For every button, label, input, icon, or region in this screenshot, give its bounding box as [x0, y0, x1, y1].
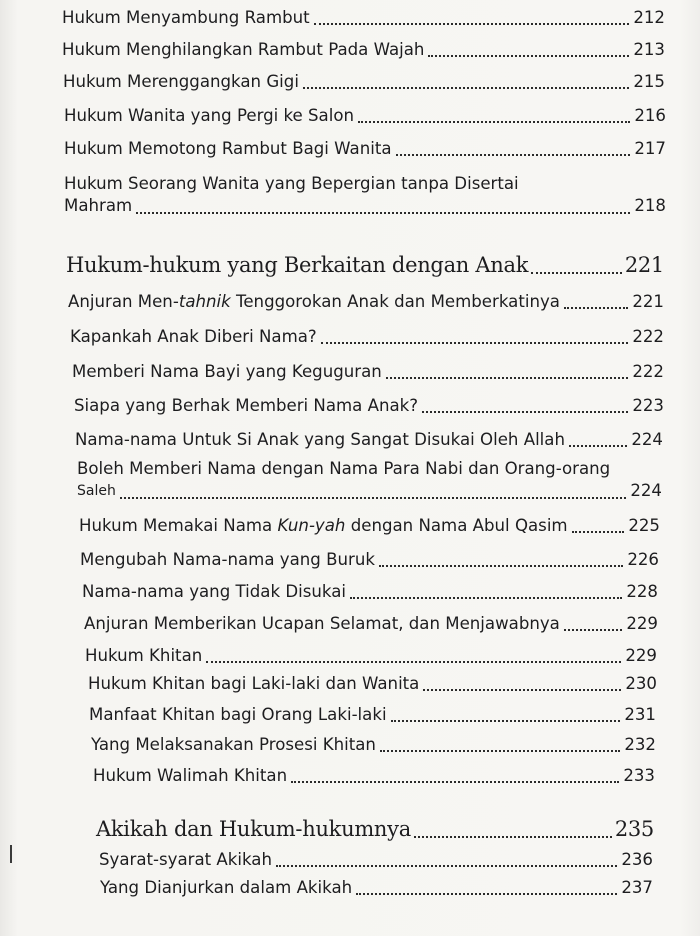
- toc-entry-title: Memberi Nama Bayi yang Keguguran: [72, 362, 382, 381]
- dot-leader: [321, 326, 629, 344]
- toc-entry-page: 216: [634, 106, 666, 125]
- toc-entry-title: Anjuran Memberikan Ucapan Selamat, dan Menjawabnya: [84, 614, 560, 633]
- toc-entry-page: 230: [625, 674, 657, 693]
- toc-entry-title: Siapa yang Berhak Memberi Nama Anak?: [74, 396, 419, 415]
- toc-entry-title: Hukum Merenggangkan Gigi: [63, 72, 299, 91]
- toc-entry: [85, 646, 657, 666]
- toc-entry-title: [68, 292, 560, 312]
- toc-entry-title-line1: Boleh Memberi Nama dengan Nama Para Nabi dan Orang-orang: [77, 459, 611, 478]
- toc-entry: [99, 850, 653, 870]
- dot-leader: [136, 196, 630, 214]
- toc-entry-page: 217: [634, 139, 666, 158]
- toc-entry-page: 215: [633, 72, 665, 91]
- toc-entry-page: 212: [633, 8, 665, 27]
- section-heading: [66, 252, 664, 278]
- toc-entry: [62, 8, 665, 28]
- toc-entry-title: Hukum Khitan: [85, 646, 203, 665]
- toc-entry: [100, 878, 653, 898]
- dot-leader: [379, 549, 623, 567]
- toc-entry-page: 233: [623, 766, 655, 785]
- section-title: Akikah dan Hukum-hukumnya: [96, 817, 411, 841]
- toc-entry: [64, 173, 666, 217]
- toc-entry: [84, 614, 658, 634]
- toc-entry-title: Hukum Walimah Khitan: [93, 766, 288, 785]
- section-title: Hukum-hukum yang Berkaitan dengan Anak: [66, 253, 529, 277]
- toc-entry: [75, 430, 663, 450]
- dot-leader: [291, 765, 619, 783]
- toc-entry-title-prefix: Hukum Memakai Nama: [79, 516, 278, 535]
- dot-leader: [391, 704, 621, 722]
- page-edge-mark: [10, 845, 12, 863]
- toc-entry-title: Hukum Menghilangkan Rambut Pada Wajah: [62, 40, 425, 59]
- toc-entry-page: 236: [621, 850, 653, 869]
- toc-entry-page: 223: [632, 396, 664, 415]
- toc-entry-title: Hukum Memotong Rambut Bagi Wanita: [64, 139, 392, 158]
- dot-leader: [428, 39, 629, 57]
- dot-leader: [206, 645, 621, 663]
- toc-entry-title: Hukum Wanita yang Pergi ke Salon: [64, 106, 355, 125]
- toc-entry: [64, 139, 666, 159]
- toc-entry: [72, 362, 664, 382]
- toc-entry-title: Yang Dianjurkan dalam Akikah: [100, 878, 353, 897]
- toc-entry-title-line2: Saleh: [77, 483, 116, 499]
- dot-leader: [414, 818, 612, 838]
- toc-entry-title-prefix: Anjuran Men-: [68, 292, 179, 311]
- toc-entry-page: 225: [628, 516, 660, 535]
- toc-entry-line2: [77, 480, 662, 502]
- toc-entry: [82, 582, 658, 602]
- toc-entry-page: 232: [624, 735, 656, 754]
- toc-entry-title: Syarat-syarat Akikah: [99, 850, 272, 869]
- toc-entry-title: Nama-nama Untuk Si Anak yang Sangat Disukai Oleh Allah: [75, 430, 565, 449]
- toc-entry-page: 228: [626, 582, 658, 601]
- toc-entry: [74, 396, 664, 416]
- toc-entry-title: Hukum Menyambung Rambut: [62, 8, 310, 27]
- toc-entry-title: Nama-nama yang Tidak Disukai: [82, 582, 346, 601]
- toc-entry-page: 221: [632, 292, 664, 311]
- toc-entry-page: 226: [627, 550, 659, 569]
- dot-leader: [569, 429, 627, 447]
- toc-entry-page: 229: [625, 646, 657, 665]
- toc-entry-line2: [64, 195, 666, 217]
- toc-entry-page: 224: [630, 481, 662, 500]
- toc-entry-page: 213: [633, 40, 665, 59]
- dot-leader: [423, 673, 621, 691]
- toc-entry-title: Manfaat Khitan bagi Orang Laki-laki: [89, 705, 387, 724]
- toc-entry-title-italic: tahnik: [178, 292, 231, 311]
- dot-leader: [358, 105, 630, 123]
- toc-entry-title-suffix: Tenggorokan Anak dan Memberkatinya: [230, 292, 560, 311]
- section-page: 235: [614, 817, 654, 841]
- dot-leader: [386, 361, 629, 379]
- dot-leader: [120, 481, 626, 499]
- toc-entry-page: 231: [624, 705, 656, 724]
- toc-entry-page: 222: [632, 362, 664, 381]
- toc-entry-title-suffix: dengan Nama Abul Qasim: [345, 516, 568, 535]
- toc-entry: [68, 292, 664, 312]
- toc-entry-title: Mengubah Nama-nama yang Buruk: [80, 550, 375, 569]
- toc-entry: [89, 705, 656, 725]
- toc-entry-page: 222: [632, 327, 664, 346]
- toc-entry: [70, 327, 664, 347]
- dot-leader: [314, 7, 630, 25]
- toc-entry-title: Hukum Khitan bagi Laki-laki dan Wanita: [88, 674, 420, 693]
- toc-entry: [80, 550, 659, 570]
- toc-entry-title: Yang Melaksanakan Prosesi Khitan: [91, 735, 376, 754]
- toc-entry-title-line2: Mahram: [64, 196, 133, 215]
- toc-entry-title-italic: Kun-yah: [277, 516, 346, 535]
- dot-leader: [356, 877, 617, 895]
- dot-leader: [564, 613, 622, 631]
- toc-entry: [77, 458, 662, 502]
- dot-leader: [564, 291, 628, 309]
- toc-entry: [93, 766, 655, 786]
- toc-entry-title: Kapankah Anak Diberi Nama?: [70, 327, 317, 346]
- toc-entry: [63, 72, 665, 92]
- toc-entry-title: [79, 516, 568, 536]
- dot-leader: [350, 581, 622, 599]
- dot-leader: [303, 71, 629, 89]
- section-heading: [96, 816, 654, 842]
- toc-entry-page: 224: [631, 430, 663, 449]
- toc-entry: [88, 674, 657, 694]
- toc-entry: [62, 40, 665, 60]
- dot-leader: [396, 138, 631, 156]
- toc-entry: [91, 735, 656, 755]
- dot-leader: [380, 734, 620, 752]
- dot-leader: [572, 515, 625, 533]
- toc-entry-page: 229: [626, 614, 658, 633]
- toc-entry: [79, 516, 660, 536]
- toc-entry-title-line1: Hukum Seorang Wanita yang Bepergian tanpa Disertai: [64, 174, 519, 193]
- dot-leader: [422, 395, 628, 413]
- section-page: 221: [624, 253, 664, 277]
- dot-leader: [531, 254, 622, 274]
- dot-leader: [276, 849, 617, 867]
- toc-entry-page: 218: [634, 196, 666, 215]
- toc-entry: [64, 106, 666, 126]
- toc-entry-page: 237: [621, 878, 653, 897]
